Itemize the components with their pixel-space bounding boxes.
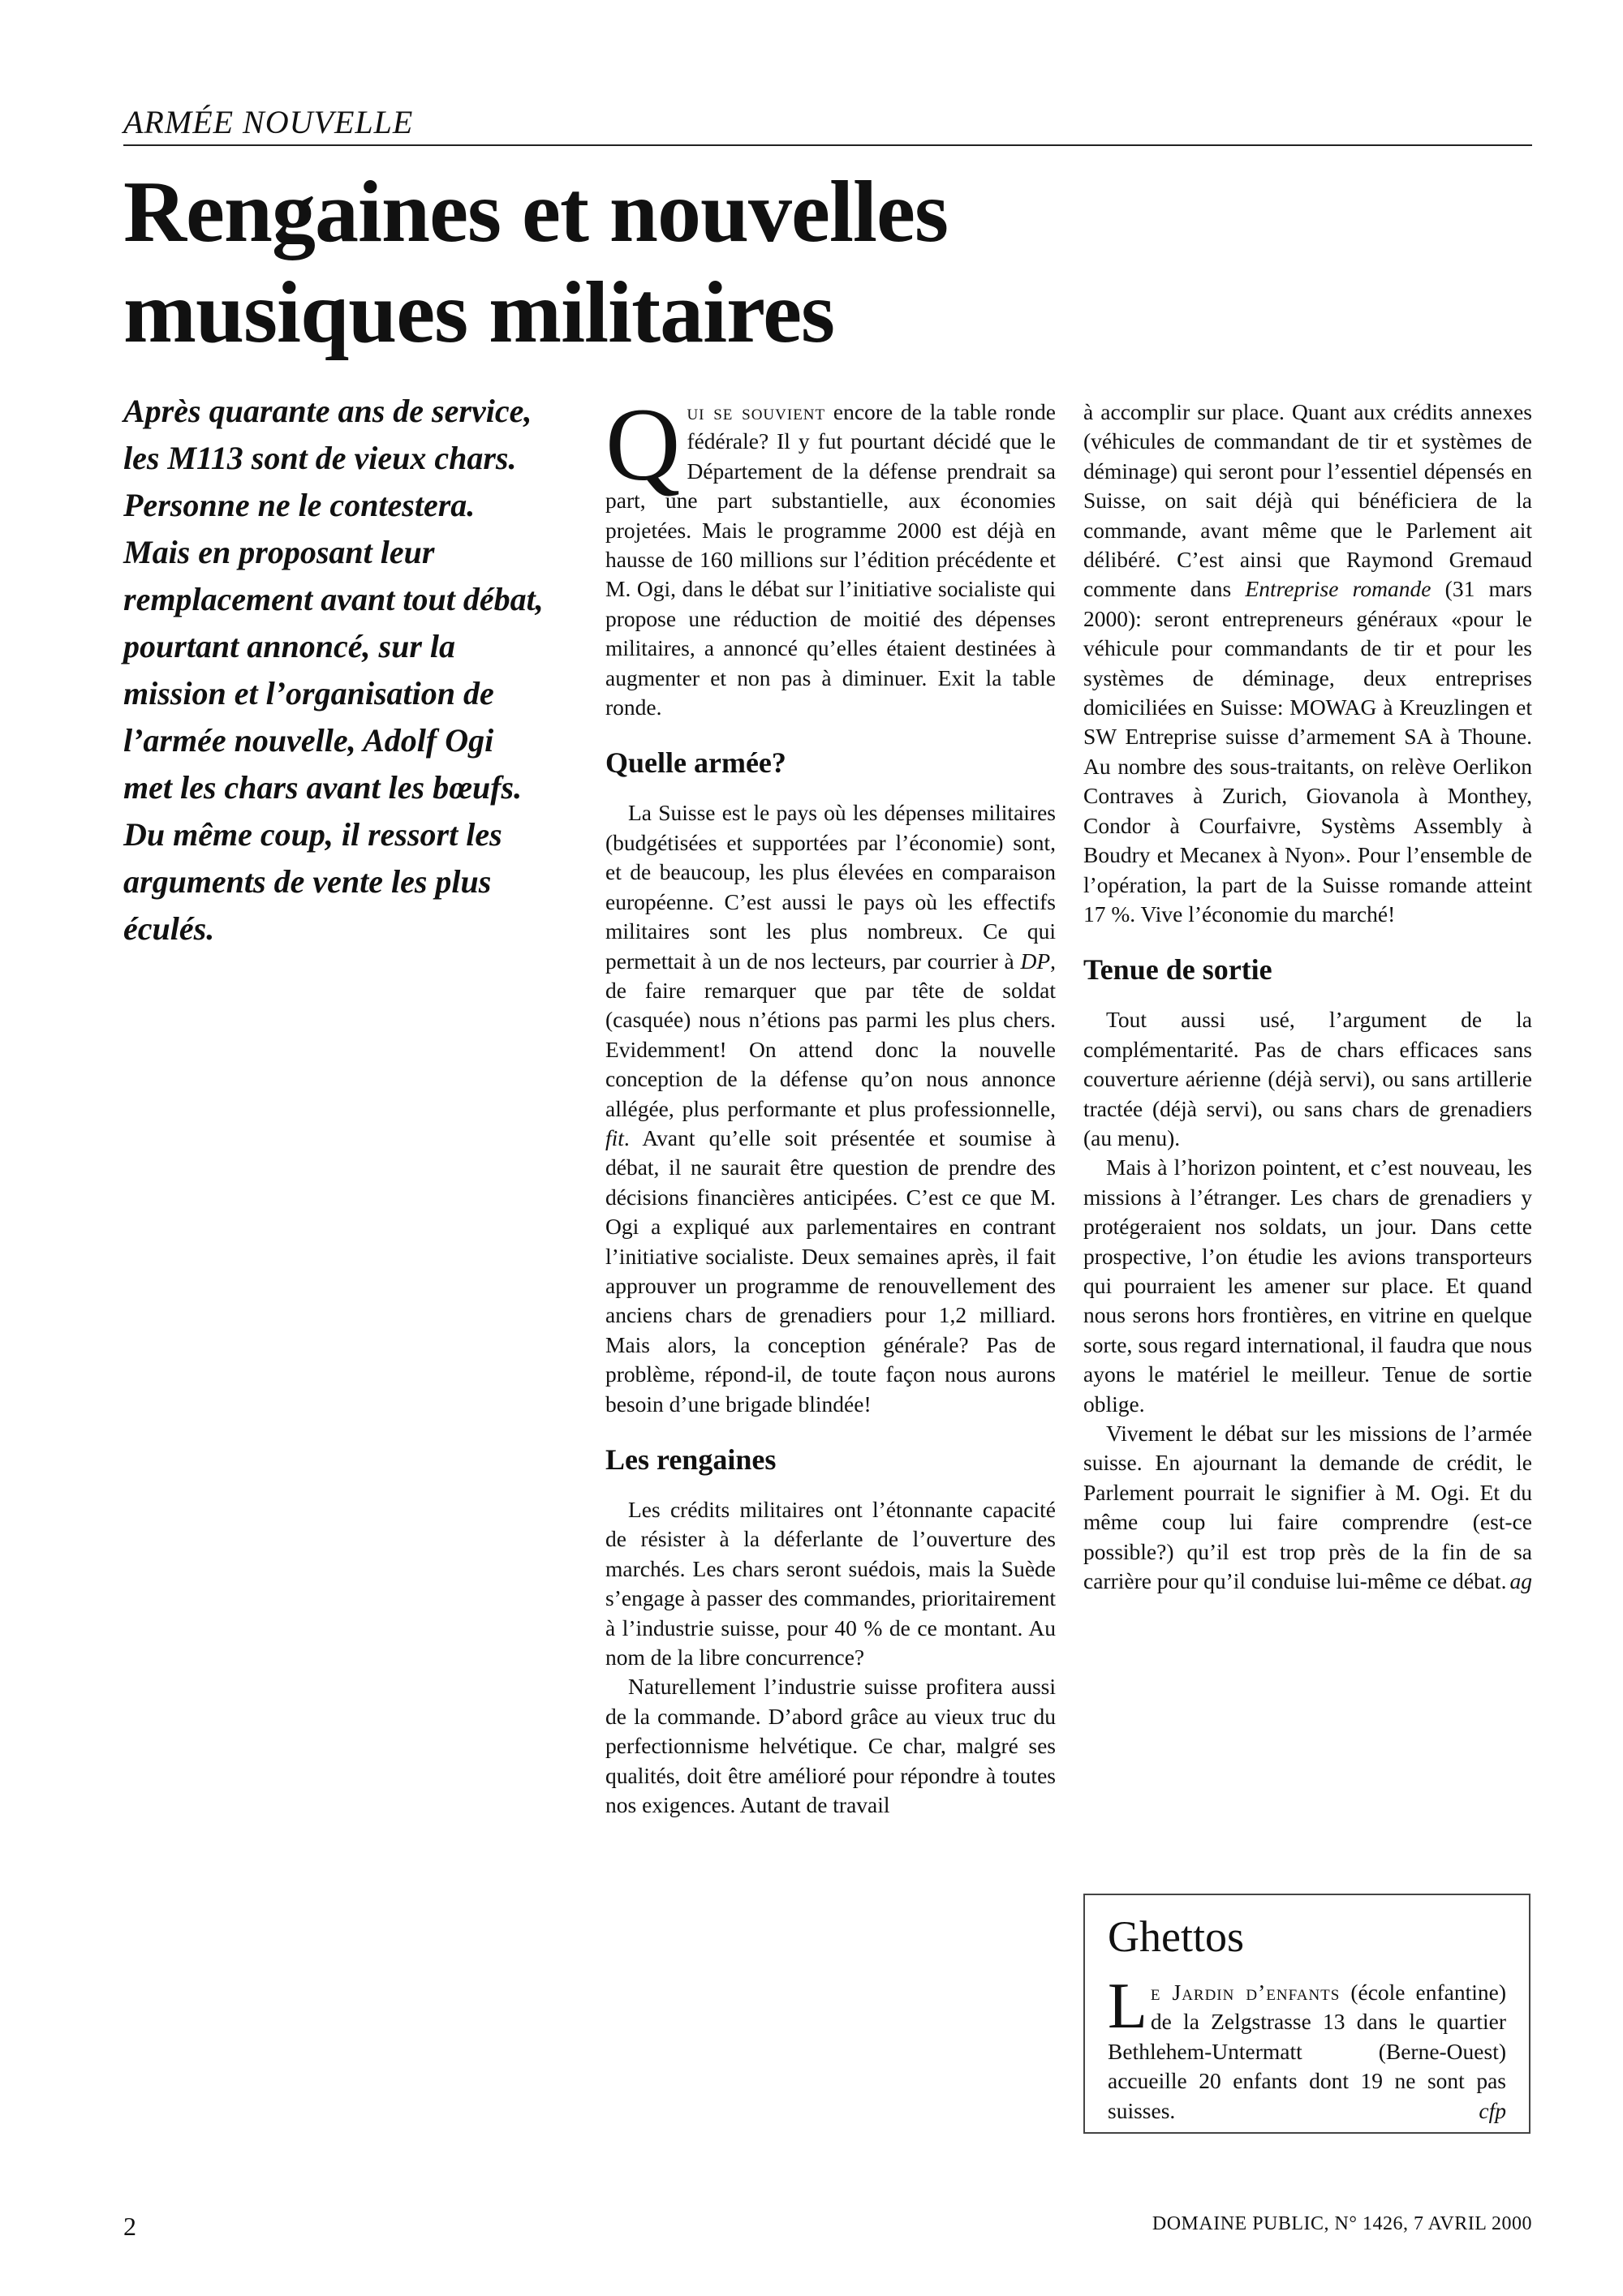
article-column-1 <box>605 387 1056 1820</box>
article-paragraph-2 <box>605 798 1056 1419</box>
fit-mention: fit <box>605 1124 624 1150</box>
paragraph-2-part-b: , de faire remarquer que par tête de soldat (casquée) nous n’étions pas parmi les plus chers. Evidemment! On attend donc la nouvelle conception de la défense qu’on nous annonce allégée, plus performante et plus professionnelle, <box>605 948 1056 1121</box>
dp-mention: DP <box>1020 948 1051 974</box>
heading-quelle-armee: Quelle armée? <box>605 746 786 780</box>
article-paragraph-7: Vivement le débat sur les missions de l’armée suisse. En ajournant la demande de crédit, le Parlement pourrait le signifier à M. Ogi. Et du même coup lui faire comprendre (est-ce possible?) qu’il est trop près de la fin de sa carrière pour qu’il conduise lui-même ce débat. <box>1083 1421 1532 1594</box>
heading-les-rengaines: Les rengaines <box>605 1443 777 1476</box>
paragraph-4-cont-a: à accomplir sur place. Quant aux crédits annexes (véhicules de commandant de tir et systèmes de déminage) qui seront pour l’essentiel dépensés en Suisse, on sait déjà qui bénéficiera de la commande, avant même que le Parlement ait délibéré. C’est ainsi que Raymond Gremaud commente dans <box>1083 399 1532 602</box>
box-signature: cfp <box>1479 2097 1506 2123</box>
article-paragraph-6: Mais à l’horizon pointent, et c’est nouveau, les missions à l’étranger. Les chars de grenadiers y protégeraient nos soldats, un jour. Dans cette prospective, l’on étudie les avions transporteurs qui pourraient les amener sur place. Et quand nous serons hors frontières, en vitrine en quelque sorte, sous regard international, il faudra que nous ayons le matériel le meilleur. Tenue de sortie oblige. <box>1083 1154 1532 1417</box>
paragraph-4-cont-b: (31 mars 2000): seront entrepreneurs généraux «pour le véhicule pour commandants de tir et pour les systèmes de déminage, deux entreprises domiciliées en Suisse: MOWAG à Kreuzlingen et SW Entreprise suisse d’armement SA à Thoune. Au nombre des sous-traitants, on relève Oerlikon Contraves à Zurich, Giovanola à Monthey, Condor à Courfaivre, Systèms Assembly à Boudry et Mecanex à Nyon». Pour l’ensemble de l’opération, la part de la Suisse romande atteint 17 %. Vive l’économie du marché! <box>1083 576 1532 927</box>
paragraph-1-text: encore de la table ronde fédérale? Il y fut pourtant décidé que le Département de la défense prendrait sa part, une part substantielle, aux économies projetées. Mais le programme 2000 est déjà en hausse de 160 millions sur l’édition précédente et M. Ogi, dans le débat sur l’initiative socialiste qui propose une réduction de moitié des dépenses militaires, a annoncé qu’elles étaient destinées à augmenter et non pas à diminuer. Exit la table ronde. <box>605 399 1056 720</box>
box-drop-cap: L <box>1108 1971 1147 2042</box>
lead-sentence-1: Après quarante ans de service, les M113 sont de vieux chars. Personne ne le contestera. <box>123 393 532 523</box>
article-column-2 <box>1083 398 1532 1597</box>
lead-paragraph <box>123 388 545 952</box>
article-paragraph-1 <box>605 387 1056 722</box>
section-rubric: ARMÉE NOUVELLE <box>123 101 1532 146</box>
publication-footer: DOMAINE PUBLIC, N° 1426, 7 AVRIL 2000 <box>1152 2213 1532 2234</box>
box-text <box>1108 1971 1506 2126</box>
article-title <box>123 162 1259 363</box>
paragraph-2-part-c: . Avant qu’elle soit présentée et soumise à débat, il ne saurait être question de prendre des décisions financières anticipées. C’est ce que M. Ogi a expliqué aux parlementaires en contrant l’initiative socialiste. Deux semaines après, il fait approuver un programme de renouvellement des anciens chars de grenadiers pour 1,2 milliard. Mais alors, la conception générale? Pas de problème, répond-il, de toute façon nous aurons besoin d’une brigade blindée! <box>605 1124 1056 1417</box>
article-paragraph-4-continued <box>1083 398 1532 929</box>
paragraph-2-part-a: La Suisse est le pays où les dépenses militaires (budgétisées et supportées par l’économie) sont, et de beaucoup, les plus élevées en comparaison européenne. C’est aussi le pays où les effectifs militaires sont les plus nombreux. Ce qui permettait à un de nos lecteurs, par courrier à <box>605 800 1056 974</box>
title-line-2: musiques militaires <box>123 264 835 361</box>
page-number: 2 <box>123 2212 136 2241</box>
article-paragraph-5: Tout aussi usé, l’argument de la complémentarité. Pas de chars efficaces sans couverture aérienne (déjà servi), ou sans artillerie tractée (déjà servi), ou sans chars de grenadiers (au menu). <box>1083 1007 1532 1150</box>
drop-cap: Q <box>605 387 681 502</box>
box-lead-smallcaps: e Jardin d’enfants <box>1150 1980 1341 2005</box>
entreprise-romande-mention: Entreprise romande <box>1245 576 1431 602</box>
heading-tenue-de-sortie: Tenue de sortie <box>1083 953 1272 987</box>
article-paragraph-4: Naturellement l’industrie suisse profitera aussi de la commande. D’abord grâce au vieux truc du perfectionnisme helvétique. Ce char, malgré ses qualités, doit être amélioré pour répondre à toutes nos exigences. Autant de travail <box>605 1674 1056 1818</box>
box-title: Ghettos <box>1108 1912 1244 1961</box>
box-body: (école enfantine) de la Zelgstrasse 13 dans le quartier Bethlehem-Untermatt (Berne-Ouest) accueille 20 enfants dont 19 ne sont pas suisses. <box>1108 1980 1506 2123</box>
article-paragraph-3: Les crédits militaires ont l’étonnante capacité de résister à la déferlante de l’ouverture des marchés. Les chars seront suédois, mais la Suède s’engage à passer des commandes, prioritairement à l’industrie suisse, pour 40 % de ce montant. Au nom de la libre concurrence? <box>605 1497 1056 1670</box>
ghettos-box <box>1083 1894 1530 2134</box>
lead-sentence-2: Mais en proposant leur remplacement avant tout débat, pourtant annoncé, sur la mission et l’organisation de l’armée nouvelle, Adolf Ogi met les chars avant les bœufs. Du même coup, il ressort les arguments de vente les plus éculés. <box>123 534 544 947</box>
article-signature: ag <box>1509 1568 1532 1594</box>
title-line-1: Rengaines et nouvelles <box>123 164 948 260</box>
lead-smallcaps: ui se souvient <box>687 399 826 424</box>
